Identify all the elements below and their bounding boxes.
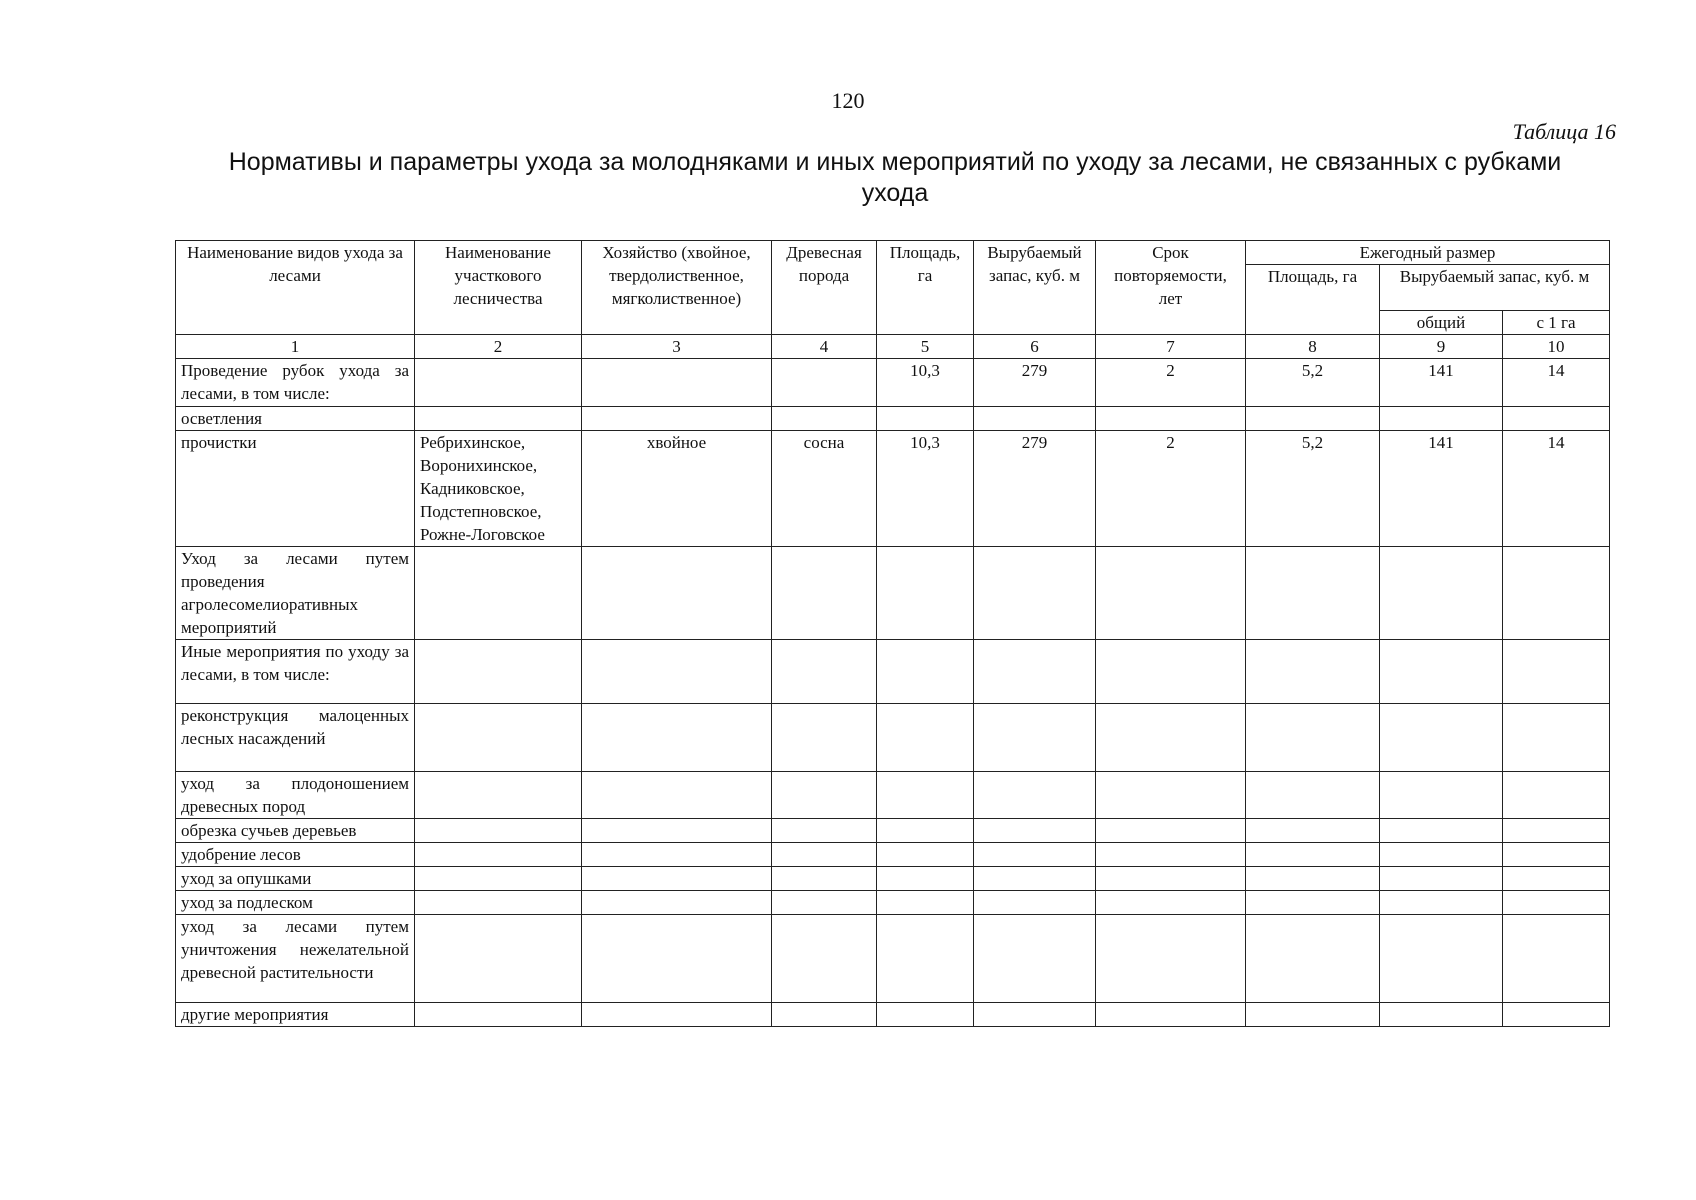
forestry-cell [415, 547, 582, 640]
area-cell [877, 547, 974, 640]
table-row [176, 843, 1610, 867]
period-cell [1096, 547, 1246, 640]
area-cell [877, 407, 974, 431]
table-row [176, 915, 1610, 1003]
species-cell [772, 407, 877, 431]
header-economy: Хозяйство (хвойное, твердолиственное, мягколиственное) [582, 241, 772, 335]
period-cell [1096, 843, 1246, 867]
care-type-cell: реконструкция малоценных лесных насаждений [176, 704, 415, 772]
column-number: 1 [176, 335, 415, 359]
species-cell [772, 819, 877, 843]
care-type-cell: Иные мероприятия по уходу за лесами, в том числе: [176, 640, 415, 704]
stock-cell [974, 891, 1096, 915]
area-cell [877, 891, 974, 915]
document-title: Нормативы и параметры ухода за молодняками и иных мероприятий по уходу за лесами, не связанных с рубками ухода [228, 148, 1562, 207]
annual-area-cell [1246, 407, 1380, 431]
economy-cell [582, 867, 772, 891]
period-cell [1096, 915, 1246, 1003]
species-cell [772, 547, 877, 640]
species-cell [772, 1003, 877, 1027]
stock-cell [974, 867, 1096, 891]
page-number: 120 [831, 88, 865, 113]
column-number: 8 [1246, 335, 1380, 359]
stock-cell: 279 [974, 359, 1096, 407]
area-cell [877, 915, 974, 1003]
area-cell [877, 772, 974, 819]
table-row [176, 640, 1610, 704]
table-row [176, 772, 1610, 819]
annual-total-cell [1380, 772, 1503, 819]
care-type-cell: уход за плодоношением древесных пород [176, 772, 415, 819]
column-number: 6 [974, 335, 1096, 359]
economy-cell [582, 407, 772, 431]
period-cell [1096, 772, 1246, 819]
annual-per-ha-cell: 14 [1503, 431, 1610, 547]
care-type-cell: Проведение рубок ухода за лесами, в том числе: [176, 359, 415, 407]
period-cell: 2 [1096, 431, 1246, 547]
species-cell [772, 772, 877, 819]
period-cell [1096, 891, 1246, 915]
annual-total-cell [1380, 843, 1503, 867]
header-annual-stock: Вырубаемый запас, куб. м [1380, 265, 1610, 311]
care-type-cell: прочистки [176, 431, 415, 547]
period-cell: 2 [1096, 359, 1246, 407]
economy-cell [582, 819, 772, 843]
forestry-cell [415, 640, 582, 704]
area-cell [877, 1003, 974, 1027]
column-number: 2 [415, 335, 582, 359]
header-per-ha: с 1 га [1503, 311, 1610, 335]
header-area: Площадь, га [877, 241, 974, 335]
column-number: 3 [582, 335, 772, 359]
annual-total-cell [1380, 547, 1503, 640]
annual-per-ha-cell [1503, 915, 1610, 1003]
economy-cell [582, 704, 772, 772]
annual-per-ha-cell: 14 [1503, 359, 1610, 407]
species-cell [772, 843, 877, 867]
stock-cell [974, 704, 1096, 772]
annual-total-cell [1380, 819, 1503, 843]
annual-per-ha-cell [1503, 1003, 1610, 1027]
period-cell [1096, 819, 1246, 843]
forestry-cell [415, 843, 582, 867]
annual-per-ha-cell [1503, 867, 1610, 891]
annual-area-cell: 5,2 [1246, 359, 1380, 407]
stock-cell: 279 [974, 431, 1096, 547]
economy-cell [582, 772, 772, 819]
header-care-type: Наименование видов ухода за лесами [176, 241, 415, 335]
economy-cell: хвойное [582, 431, 772, 547]
annual-area-cell [1246, 640, 1380, 704]
annual-per-ha-cell [1503, 640, 1610, 704]
header-annual: Ежегодный размер [1246, 241, 1610, 265]
column-number: 9 [1380, 335, 1503, 359]
table-row [176, 547, 1610, 640]
stock-cell [974, 915, 1096, 1003]
annual-area-cell [1246, 1003, 1380, 1027]
annual-total-cell [1380, 1003, 1503, 1027]
table-row [176, 867, 1610, 891]
stock-cell [974, 1003, 1096, 1027]
area-cell [877, 843, 974, 867]
annual-per-ha-cell [1503, 819, 1610, 843]
care-type-cell: уход за лесами путем уничтожения нежелательной древесной растительности [176, 915, 415, 1003]
table-row [176, 431, 1610, 547]
species-cell [772, 359, 877, 407]
table-row [176, 407, 1610, 431]
column-number-row [176, 335, 1610, 359]
column-number: 7 [1096, 335, 1246, 359]
annual-total-cell: 141 [1380, 431, 1503, 547]
economy-cell [582, 891, 772, 915]
table-row [176, 819, 1610, 843]
economy-cell [582, 547, 772, 640]
stock-cell [974, 407, 1096, 431]
annual-total-cell [1380, 867, 1503, 891]
annual-total-cell [1380, 407, 1503, 431]
area-cell: 10,3 [877, 431, 974, 547]
annual-per-ha-cell [1503, 891, 1610, 915]
annual-per-ha-cell [1503, 704, 1610, 772]
period-cell [1096, 407, 1246, 431]
annual-area-cell: 5,2 [1246, 431, 1380, 547]
annual-area-cell [1246, 772, 1380, 819]
stock-cell [974, 772, 1096, 819]
care-type-cell: осветления [176, 407, 415, 431]
column-number: 5 [877, 335, 974, 359]
forestry-cell [415, 407, 582, 431]
area-cell [877, 640, 974, 704]
species-cell [772, 704, 877, 772]
area-cell: 10,3 [877, 359, 974, 407]
header-annual-area: Площадь, га [1246, 265, 1380, 335]
annual-area-cell [1246, 547, 1380, 640]
annual-total-cell [1380, 640, 1503, 704]
period-cell [1096, 704, 1246, 772]
annual-per-ha-cell [1503, 547, 1610, 640]
economy-cell [582, 915, 772, 1003]
stock-cell [974, 547, 1096, 640]
species-cell: сосна [772, 431, 877, 547]
annual-per-ha-cell [1503, 407, 1610, 431]
forestry-cell [415, 915, 582, 1003]
area-cell [877, 704, 974, 772]
header-total: общий [1380, 311, 1503, 335]
header-row [176, 241, 1610, 265]
care-type-cell: Уход за лесами путем проведения агролесомелиоративных мероприятий [176, 547, 415, 640]
species-cell [772, 867, 877, 891]
header-stock: Вырубаемый запас, куб. м [974, 241, 1096, 335]
forestry-cell [415, 1003, 582, 1027]
annual-area-cell [1246, 915, 1380, 1003]
annual-total-cell [1380, 915, 1503, 1003]
care-type-cell: обрезка сучьев деревьев [176, 819, 415, 843]
species-cell [772, 640, 877, 704]
species-cell [772, 915, 877, 1003]
table-row [176, 1003, 1610, 1027]
area-cell [877, 819, 974, 843]
annual-area-cell [1246, 843, 1380, 867]
stock-cell [974, 819, 1096, 843]
species-cell [772, 891, 877, 915]
care-type-cell: уход за опушками [176, 867, 415, 891]
period-cell [1096, 1003, 1246, 1027]
forest-care-table [175, 240, 1610, 1027]
annual-area-cell [1246, 704, 1380, 772]
period-cell [1096, 640, 1246, 704]
table-row [176, 359, 1610, 407]
care-type-cell: другие мероприятия [176, 1003, 415, 1027]
annual-per-ha-cell [1503, 772, 1610, 819]
annual-area-cell [1246, 819, 1380, 843]
header-period: Срок повторяемости, лет [1096, 241, 1246, 335]
care-type-cell: уход за подлеском [176, 891, 415, 915]
header-species: Древесная порода [772, 241, 877, 335]
economy-cell [582, 359, 772, 407]
care-type-cell: удобрение лесов [176, 843, 415, 867]
period-cell [1096, 867, 1246, 891]
column-number: 10 [1503, 335, 1610, 359]
annual-total-cell: 141 [1380, 359, 1503, 407]
area-cell [877, 867, 974, 891]
forestry-cell [415, 772, 582, 819]
economy-cell [582, 1003, 772, 1027]
forestry-cell [415, 359, 582, 407]
forestry-cell [415, 867, 582, 891]
economy-cell [582, 640, 772, 704]
forestry-cell [415, 891, 582, 915]
annual-area-cell [1246, 891, 1380, 915]
annual-per-ha-cell [1503, 843, 1610, 867]
column-number: 4 [772, 335, 877, 359]
forestry-cell: Ребрихинское, Воронихинское, Кадниковское, Подстепновское, Рожне-Логовское [415, 431, 582, 547]
stock-cell [974, 640, 1096, 704]
header-forestry: Наименование участкового лесничества [415, 241, 582, 335]
annual-area-cell [1246, 867, 1380, 891]
table-label: Таблица 16 [1512, 119, 1616, 144]
annual-total-cell [1380, 891, 1503, 915]
table-row [176, 891, 1610, 915]
annual-total-cell [1380, 704, 1503, 772]
table-row [176, 704, 1610, 772]
forestry-cell [415, 704, 582, 772]
economy-cell [582, 843, 772, 867]
stock-cell [974, 843, 1096, 867]
forestry-cell [415, 819, 582, 843]
